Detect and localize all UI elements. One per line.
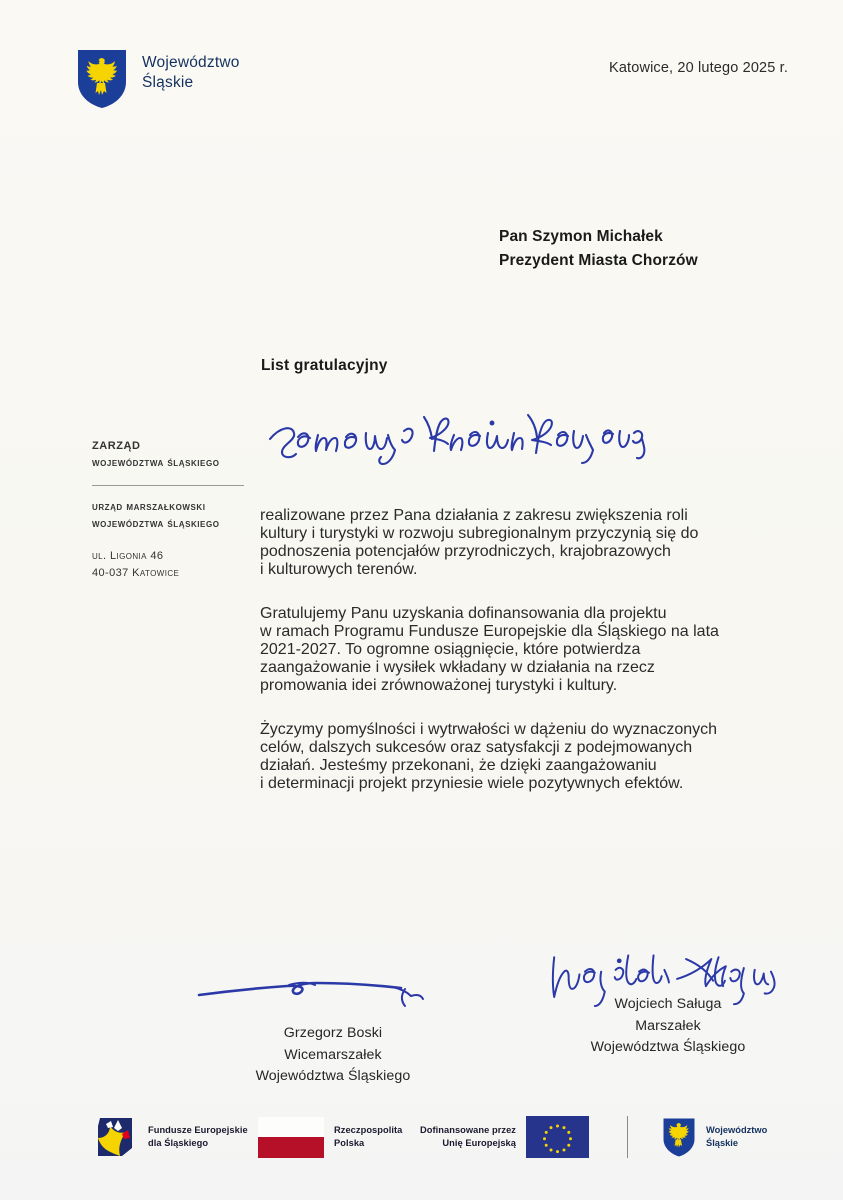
eu-funds-logo-icon bbox=[92, 1114, 138, 1160]
letter-date: Katowice, 20 lutego 2025 r. bbox=[609, 60, 788, 76]
paragraph-2-line-2: w ramach Programu Fundusze Europejskie dla Śląskiego na lata bbox=[260, 623, 719, 640]
handwritten-salutation bbox=[262, 409, 662, 465]
sender-org-line-2: województwa śląskiego bbox=[92, 456, 220, 469]
paragraph-1-line-2: kultury i turystyki w rozwoju subregionalnym przyczynią się do bbox=[260, 525, 699, 542]
region-line-2: Śląskie bbox=[706, 1138, 739, 1148]
poland-flag-icon bbox=[258, 1117, 324, 1158]
sender-sidebar bbox=[92, 438, 252, 582]
paragraph-3-line-4: i determinacji projekt przyniesie wiele pozytywnych efektów. bbox=[260, 775, 684, 792]
signature-right-role: Marszałek bbox=[635, 1017, 701, 1034]
signature-left-icon bbox=[193, 965, 473, 1021]
eu-cofund-line-1: Dofinansowane przez bbox=[420, 1124, 516, 1135]
sidebar-divider bbox=[92, 485, 244, 486]
salutation-ink-icon bbox=[262, 409, 662, 465]
silesia-shield-small-icon bbox=[662, 1117, 696, 1158]
signature-right-text bbox=[528, 994, 808, 1059]
poland-line-1: Rzeczpospolita bbox=[334, 1124, 403, 1135]
signature-left-name: Grzegorz Boski bbox=[283, 1025, 383, 1041]
paragraph-3-line-3: działań. Jesteśmy przekonani, że dzięki zaangażowaniu bbox=[260, 757, 657, 774]
letter-header bbox=[0, 48, 843, 118]
signature-right-name: Wojciech Saługa bbox=[614, 996, 722, 1012]
footer-logo-bar bbox=[0, 1104, 843, 1170]
footer-divider bbox=[627, 1116, 628, 1158]
addressee-block bbox=[499, 225, 698, 273]
letter-body bbox=[260, 481, 770, 809]
silesia-shield-icon bbox=[76, 48, 128, 110]
region-label bbox=[706, 1124, 767, 1151]
sender-office-line-2: województwa śląskiego bbox=[92, 517, 220, 530]
paragraph-3-line-1: Życzymy pomyślności i wytrwałości w dążeniu do wyznaczonych bbox=[260, 721, 718, 738]
signature-ink-left bbox=[193, 965, 473, 1021]
footer-poland bbox=[258, 1117, 402, 1158]
footer-region bbox=[662, 1117, 767, 1158]
eu-cofund-label bbox=[420, 1124, 516, 1151]
eu-flag-icon bbox=[526, 1116, 589, 1158]
eu-funds-line-2: dla Śląskiego bbox=[148, 1138, 209, 1148]
poland-label bbox=[334, 1124, 402, 1151]
footer-eu-funds bbox=[92, 1114, 248, 1160]
paragraph-1-line-1: realizowane przez Pana działania z zakresu zwiększenia roli bbox=[260, 507, 688, 524]
signature-block-left bbox=[193, 965, 473, 1088]
region-line-1: Województwo bbox=[706, 1124, 768, 1135]
sender-org bbox=[92, 438, 252, 471]
eu-cofund-line-2: Unię Europejską bbox=[442, 1138, 516, 1148]
logo-text bbox=[142, 48, 240, 94]
signature-block-right bbox=[528, 950, 808, 1059]
addressee-title: Prezydent Miasta Chorzów bbox=[499, 252, 698, 270]
footer-eu-cofunding bbox=[420, 1116, 589, 1158]
sender-city: 40-037 Katowice bbox=[92, 567, 180, 580]
signature-right-org: Województwa Śląskiego bbox=[590, 1039, 746, 1056]
paragraph-2-line-4: zaangażowanie i wysiłek wkładany w działania na rzecz bbox=[260, 659, 655, 676]
logo-line-1: Województwo bbox=[142, 54, 240, 71]
paragraph-2-line-3: 2021-2027. To ogromne osiągnięcie, które potwierdza bbox=[260, 641, 641, 658]
paragraph-2-line-1: Gratulujemy Panu uzyskania dofinansowania dla projektu bbox=[260, 605, 667, 622]
eu-funds-label bbox=[148, 1124, 248, 1151]
sender-office-line-1: urząd marszałkowski bbox=[92, 501, 206, 513]
sender-street: ul. Ligonia 46 bbox=[92, 550, 164, 562]
addressee-name: Pan Szymon Michałek bbox=[499, 228, 663, 245]
paragraph-1-line-3: podnoszenia potencjałów przyrodniczych, krajobrazowych bbox=[260, 543, 671, 560]
logo-line-2: Śląskie bbox=[142, 74, 194, 92]
poland-line-2: Polska bbox=[334, 1138, 365, 1148]
paragraph-3-line-2: celów, dalszych sukcesów oraz satysfakcji z podejmowanych bbox=[260, 739, 693, 756]
signature-left-text bbox=[193, 1023, 473, 1088]
signature-left-role: Wicemarszałek bbox=[284, 1046, 382, 1063]
paragraph-1-line-4: i kulturowych terenów. bbox=[260, 561, 418, 578]
sender-address bbox=[92, 548, 252, 582]
paragraph-2-line-5: promowania idei zrównoważonej turystyki i kultury. bbox=[260, 677, 618, 694]
letter-title: List gratulacyjny bbox=[261, 357, 388, 374]
sender-org-line-1: ZARZĄD bbox=[92, 440, 141, 452]
silesia-logo bbox=[76, 48, 240, 110]
signature-left-org: Województwa Śląskiego bbox=[255, 1068, 411, 1085]
eu-funds-line-1: Fundusze Europejskie bbox=[148, 1124, 248, 1135]
sender-office bbox=[92, 499, 252, 532]
